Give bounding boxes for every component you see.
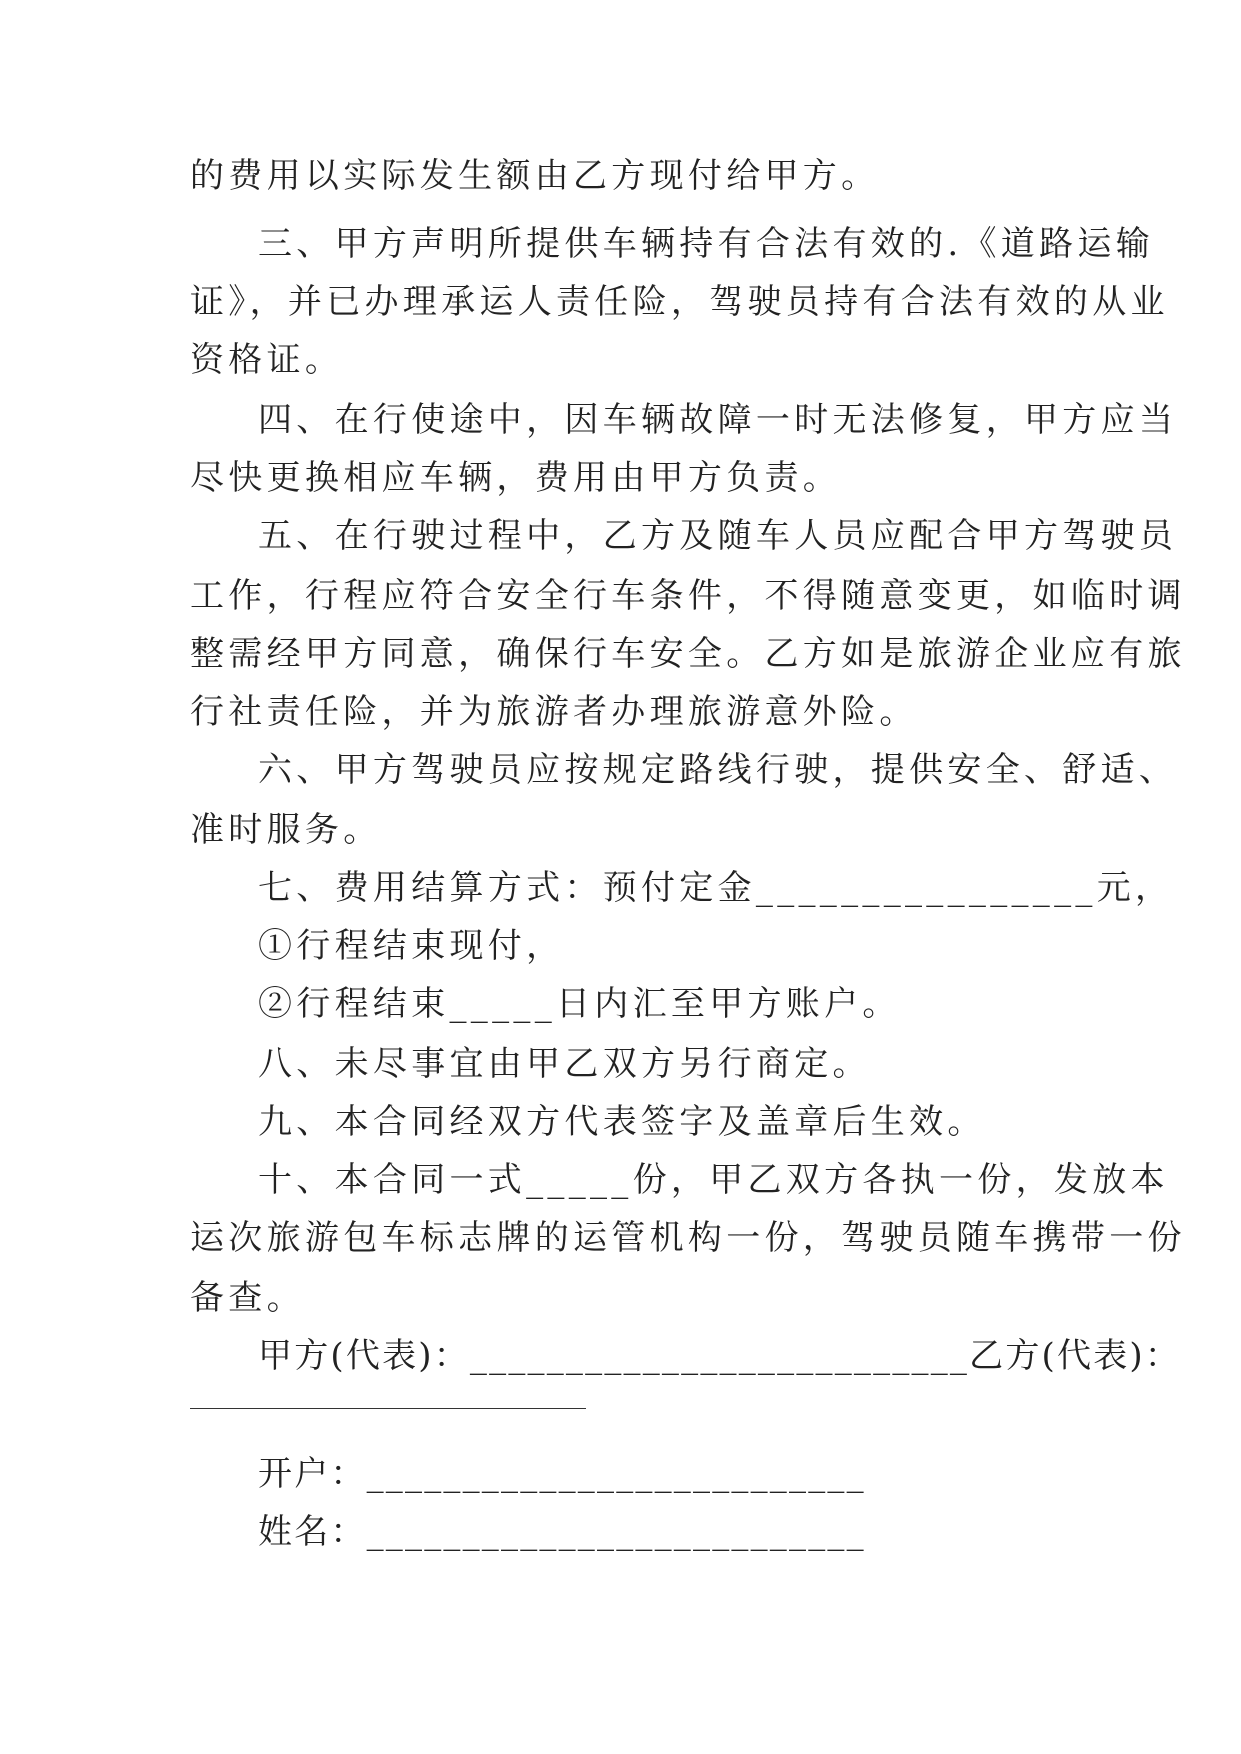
clause-4-line-1: 四、在行使途中，因车辆故障一时无法修复，甲方应当 [258,400,1178,440]
clause-4-line-2: 尽快更换相应车辆，费用由甲方负责。 [190,458,842,498]
clause-5-line-2: 工作，行程应符合安全行车条件，不得随意变更，如临时调 [190,576,1186,616]
signature-line-parties: 甲方(代表)：__________________________乙方(代表)： [258,1336,1182,1376]
clause-7-line: 七、费用结算方式：预付定金________________元， [258,868,1174,908]
clause-5-line-1: 五、在行驶过程中，乙方及随车人员应配合甲方驾驶员 [258,516,1178,556]
clause-5-line-3: 整需经甲方同意，确保行车安全。乙方如是旅游企业应有旅 [190,634,1186,674]
clause-6-line-2: 准时服务。 [190,810,382,850]
clause-6-line-1: 六、甲方驾驶员应按规定路线行驶，提供安全、舒适、 [258,750,1178,790]
clause-10-line-3: 备查。 [190,1278,305,1318]
clause-3-line-2: 证》，并已办理承运人责任险，驾驶员持有合法有效的从业 [190,282,1169,322]
account-line: 开户：__________________________ [258,1454,866,1494]
clause-7-option-2: ②行程结束_____日内汇至甲方账户。 [258,984,901,1024]
text-line: 的费用以实际发生额由乙方现付给甲方。 [190,156,880,196]
clause-5-line-4: 行社责任险，并为旅游者办理旅游意外险。 [190,692,918,732]
clause-7-option-1: ①行程结束现付， [258,926,565,966]
clause-10-line-2: 运次旅游包车标志牌的运管机构一份，驾驶员随车携带一份 [190,1218,1186,1258]
name-line: 姓名：__________________________ [258,1512,866,1552]
clause-3-line-3: 资格证。 [190,340,344,380]
clause-9-line: 九、本合同经双方代表签字及盖章后生效。 [258,1102,986,1142]
clause-3-line-1: 三、甲方声明所提供车辆持有合法有效的.《道路运输 [258,224,1155,264]
signature-underline [190,1408,586,1409]
clause-8-line: 八、未尽事宜由甲乙双方另行商定。 [258,1044,871,1084]
clause-10-line-1: 十、本合同一式_____份，甲乙双方各执一份，发放本 [258,1160,1169,1200]
